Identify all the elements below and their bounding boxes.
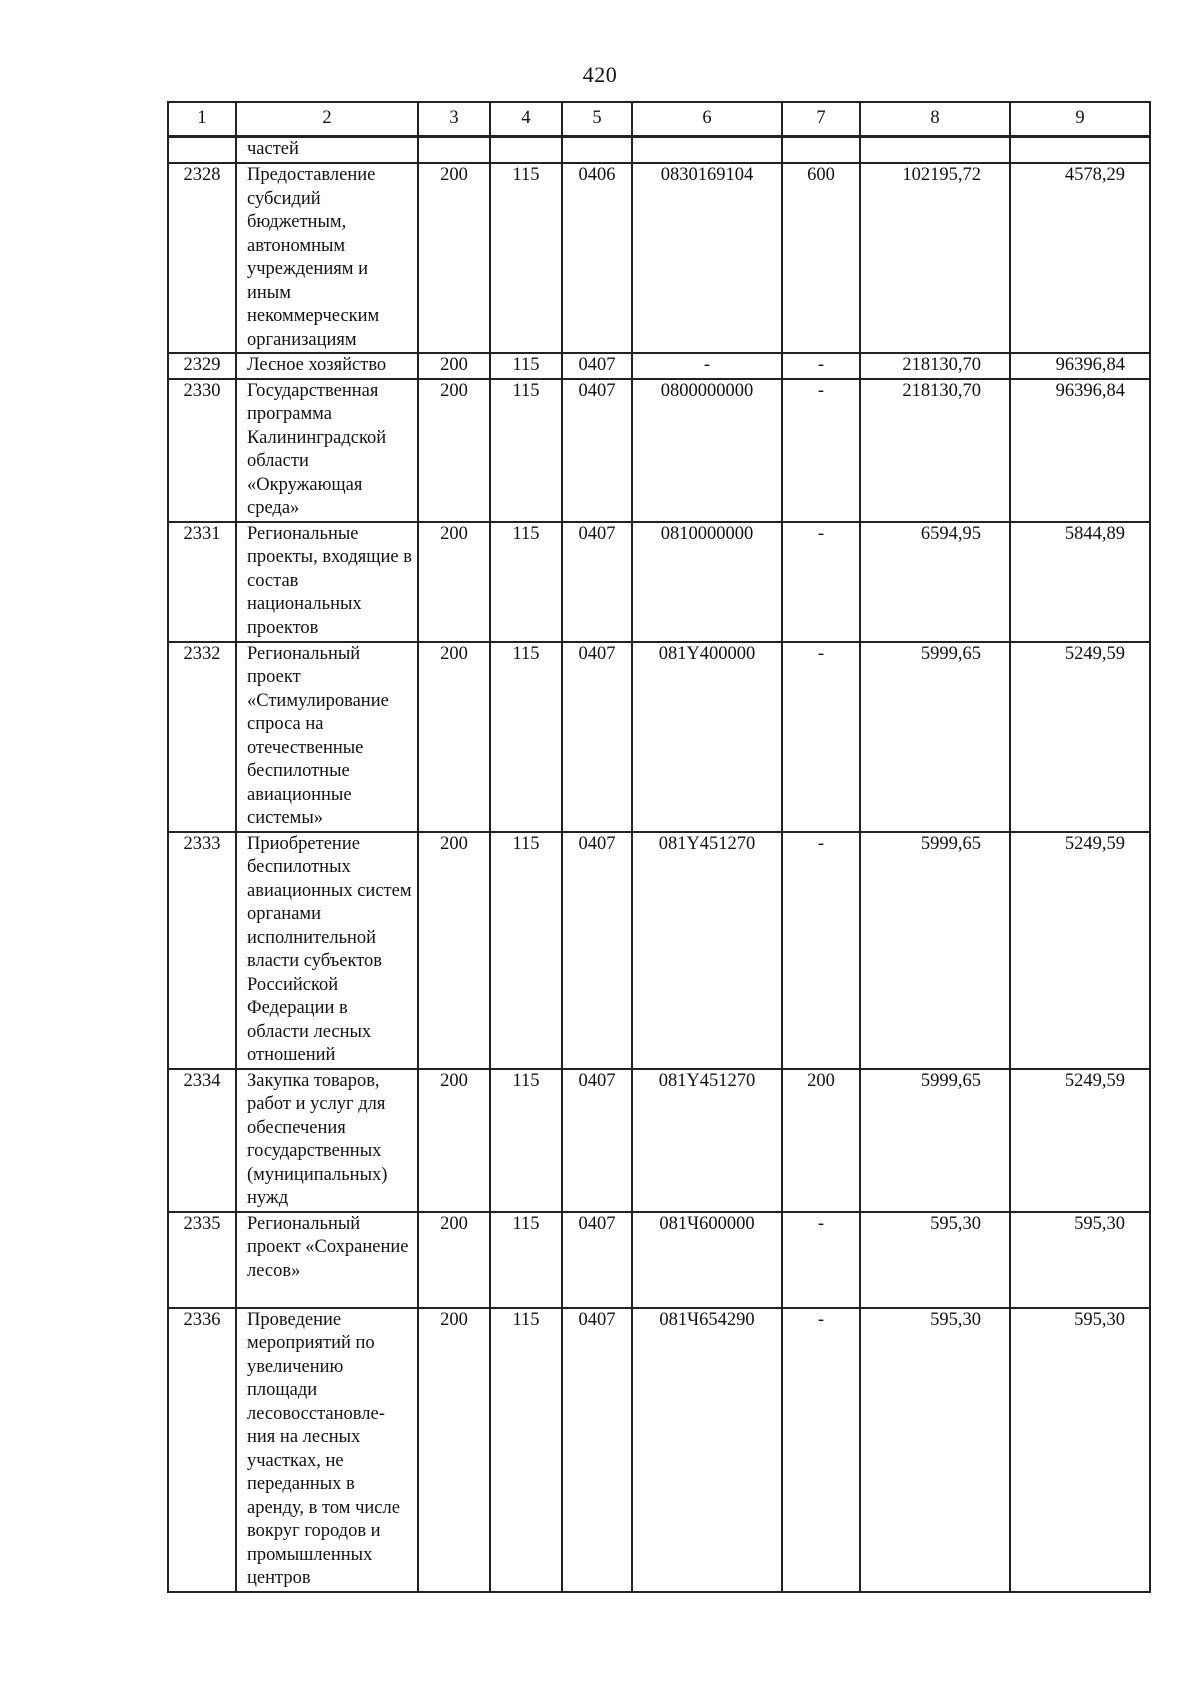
cell-c8: 5999,65 bbox=[860, 642, 1010, 832]
cell-no bbox=[168, 137, 236, 164]
cell-no: 2334 bbox=[168, 1069, 236, 1212]
cell-c4: 115 bbox=[490, 1212, 562, 1308]
cell-no: 2329 bbox=[168, 353, 236, 379]
cell-c3: 200 bbox=[418, 1212, 490, 1308]
cell-c5: 0406 bbox=[562, 163, 632, 353]
cell-c7: - bbox=[782, 642, 860, 832]
header-row bbox=[168, 102, 1150, 137]
cell-name: Региональный проект «Сохранение лесов» bbox=[236, 1212, 418, 1308]
cell-c9: 4578,29 bbox=[1010, 163, 1150, 353]
cell-c6: 081Ч600000 bbox=[632, 1212, 782, 1308]
table-row bbox=[168, 832, 1150, 1069]
table-row bbox=[168, 379, 1150, 522]
cell-name: Предоставление субсидий бюджетным, автономным учреждениям и иным некоммерческим организациям bbox=[236, 163, 418, 353]
cell-c4: 115 bbox=[490, 1069, 562, 1212]
cell-c7: - bbox=[782, 522, 860, 642]
cell-c9: 595,30 bbox=[1010, 1212, 1150, 1308]
cell-c3: 200 bbox=[418, 1069, 490, 1212]
cell-c8: 218130,70 bbox=[860, 353, 1010, 379]
cell-c3: 200 bbox=[418, 353, 490, 379]
cell-empty bbox=[1010, 137, 1150, 164]
table-row bbox=[168, 353, 1150, 379]
table-row bbox=[168, 522, 1150, 642]
cell-c9: 595,30 bbox=[1010, 1308, 1150, 1592]
cell-name: Региональные проекты, входящие в состав национальных проектов bbox=[236, 522, 418, 642]
cell-c4: 115 bbox=[490, 353, 562, 379]
cell-name: Закупка товаров, работ и услуг для обеспечения государственных (муниципальных) нужд bbox=[236, 1069, 418, 1212]
cell-empty bbox=[490, 137, 562, 164]
cell-c8: 5999,65 bbox=[860, 832, 1010, 1069]
col-header-9: 9 bbox=[1010, 102, 1150, 137]
table-row bbox=[168, 1308, 1150, 1592]
cell-c5: 0407 bbox=[562, 1308, 632, 1592]
cell-c7: 200 bbox=[782, 1069, 860, 1212]
cell-name: Проведение мероприятий по увеличению площади лесовосстановле-ния на лесных участках, не переданных в аренду, в том числе вокруг городов и промышленных центров bbox=[236, 1308, 418, 1592]
cell-c3: 200 bbox=[418, 163, 490, 353]
cell-c5: 0407 bbox=[562, 642, 632, 832]
cell-c4: 115 bbox=[490, 832, 562, 1069]
cell-c6: 0830169104 bbox=[632, 163, 782, 353]
cell-no: 2336 bbox=[168, 1308, 236, 1592]
cell-c3: 200 bbox=[418, 832, 490, 1069]
cell-c8: 595,30 bbox=[860, 1212, 1010, 1308]
table-row bbox=[168, 1212, 1150, 1308]
col-header-5: 5 bbox=[562, 102, 632, 137]
cell-c9: 5249,59 bbox=[1010, 832, 1150, 1069]
cell-c5: 0407 bbox=[562, 1069, 632, 1212]
cell-c7: - bbox=[782, 353, 860, 379]
cell-c3: 200 bbox=[418, 1308, 490, 1592]
cell-c5: 0407 bbox=[562, 353, 632, 379]
cell-c3: 200 bbox=[418, 522, 490, 642]
cell-c9: 5844,89 bbox=[1010, 522, 1150, 642]
cell-c6: 081Y451270 bbox=[632, 832, 782, 1069]
cell-c8: 218130,70 bbox=[860, 379, 1010, 522]
cell-c6: 0800000000 bbox=[632, 379, 782, 522]
cell-empty bbox=[418, 137, 490, 164]
cell-empty bbox=[860, 137, 1010, 164]
col-header-3: 3 bbox=[418, 102, 490, 137]
cell-no: 2331 bbox=[168, 522, 236, 642]
cell-c9: 5249,59 bbox=[1010, 642, 1150, 832]
cell-name: частей bbox=[236, 137, 418, 164]
cell-c7: - bbox=[782, 379, 860, 522]
col-header-8: 8 bbox=[860, 102, 1010, 137]
cell-empty bbox=[782, 137, 860, 164]
cell-no: 2328 bbox=[168, 163, 236, 353]
table-row bbox=[168, 163, 1150, 353]
cell-c5: 0407 bbox=[562, 1212, 632, 1308]
table-row bbox=[168, 1069, 1150, 1212]
cell-c6: 081Ч654290 bbox=[632, 1308, 782, 1592]
cell-c6: 0810000000 bbox=[632, 522, 782, 642]
cell-c7: - bbox=[782, 1212, 860, 1308]
cell-c6: 081Y451270 bbox=[632, 1069, 782, 1212]
cell-no: 2330 bbox=[168, 379, 236, 522]
cell-c8: 102195,72 bbox=[860, 163, 1010, 353]
cell-c6: - bbox=[632, 353, 782, 379]
cell-c3: 200 bbox=[418, 379, 490, 522]
cell-c8: 5999,65 bbox=[860, 1069, 1010, 1212]
cell-c8: 6594,95 bbox=[860, 522, 1010, 642]
cell-no: 2332 bbox=[168, 642, 236, 832]
cell-c8: 595,30 bbox=[860, 1308, 1010, 1592]
cell-no: 2333 bbox=[168, 832, 236, 1069]
cell-name: Приобретение беспилотных авиационных систем органами исполнительной власти субъектов Российской Федерации в области лесных отношений bbox=[236, 832, 418, 1069]
page-number: 420 bbox=[582, 62, 618, 87]
cell-c7: - bbox=[782, 1308, 860, 1592]
cell-empty bbox=[562, 137, 632, 164]
budget-table bbox=[167, 101, 1151, 1593]
cell-c3: 200 bbox=[418, 642, 490, 832]
continuation-row bbox=[168, 137, 1150, 164]
col-header-1: 1 bbox=[168, 102, 236, 137]
cell-c5: 0407 bbox=[562, 379, 632, 522]
cell-c4: 115 bbox=[490, 642, 562, 832]
col-header-6: 6 bbox=[632, 102, 782, 137]
col-header-2: 2 bbox=[236, 102, 418, 137]
cell-c5: 0407 bbox=[562, 522, 632, 642]
cell-c5: 0407 bbox=[562, 832, 632, 1069]
cell-c4: 115 bbox=[490, 163, 562, 353]
cell-c9: 5249,59 bbox=[1010, 1069, 1150, 1212]
cell-name: Государственная программа Калининградской области «Окружающая среда» bbox=[236, 379, 418, 522]
cell-c7: 600 bbox=[782, 163, 860, 353]
cell-c7: - bbox=[782, 832, 860, 1069]
cell-c9: 96396,84 bbox=[1010, 353, 1150, 379]
cell-no: 2335 bbox=[168, 1212, 236, 1308]
table-row bbox=[168, 642, 1150, 832]
cell-c4: 115 bbox=[490, 379, 562, 522]
cell-c4: 115 bbox=[490, 522, 562, 642]
cell-c9: 96396,84 bbox=[1010, 379, 1150, 522]
col-header-7: 7 bbox=[782, 102, 860, 137]
col-header-4: 4 bbox=[490, 102, 562, 137]
cell-c6: 081Y400000 bbox=[632, 642, 782, 832]
cell-name: Региональный проект «Стимулирование спроса на отечественные беспилотные авиационные системы» bbox=[236, 642, 418, 832]
cell-empty bbox=[632, 137, 782, 164]
cell-name: Лесное хозяйство bbox=[236, 353, 418, 379]
cell-c4: 115 bbox=[490, 1308, 562, 1592]
